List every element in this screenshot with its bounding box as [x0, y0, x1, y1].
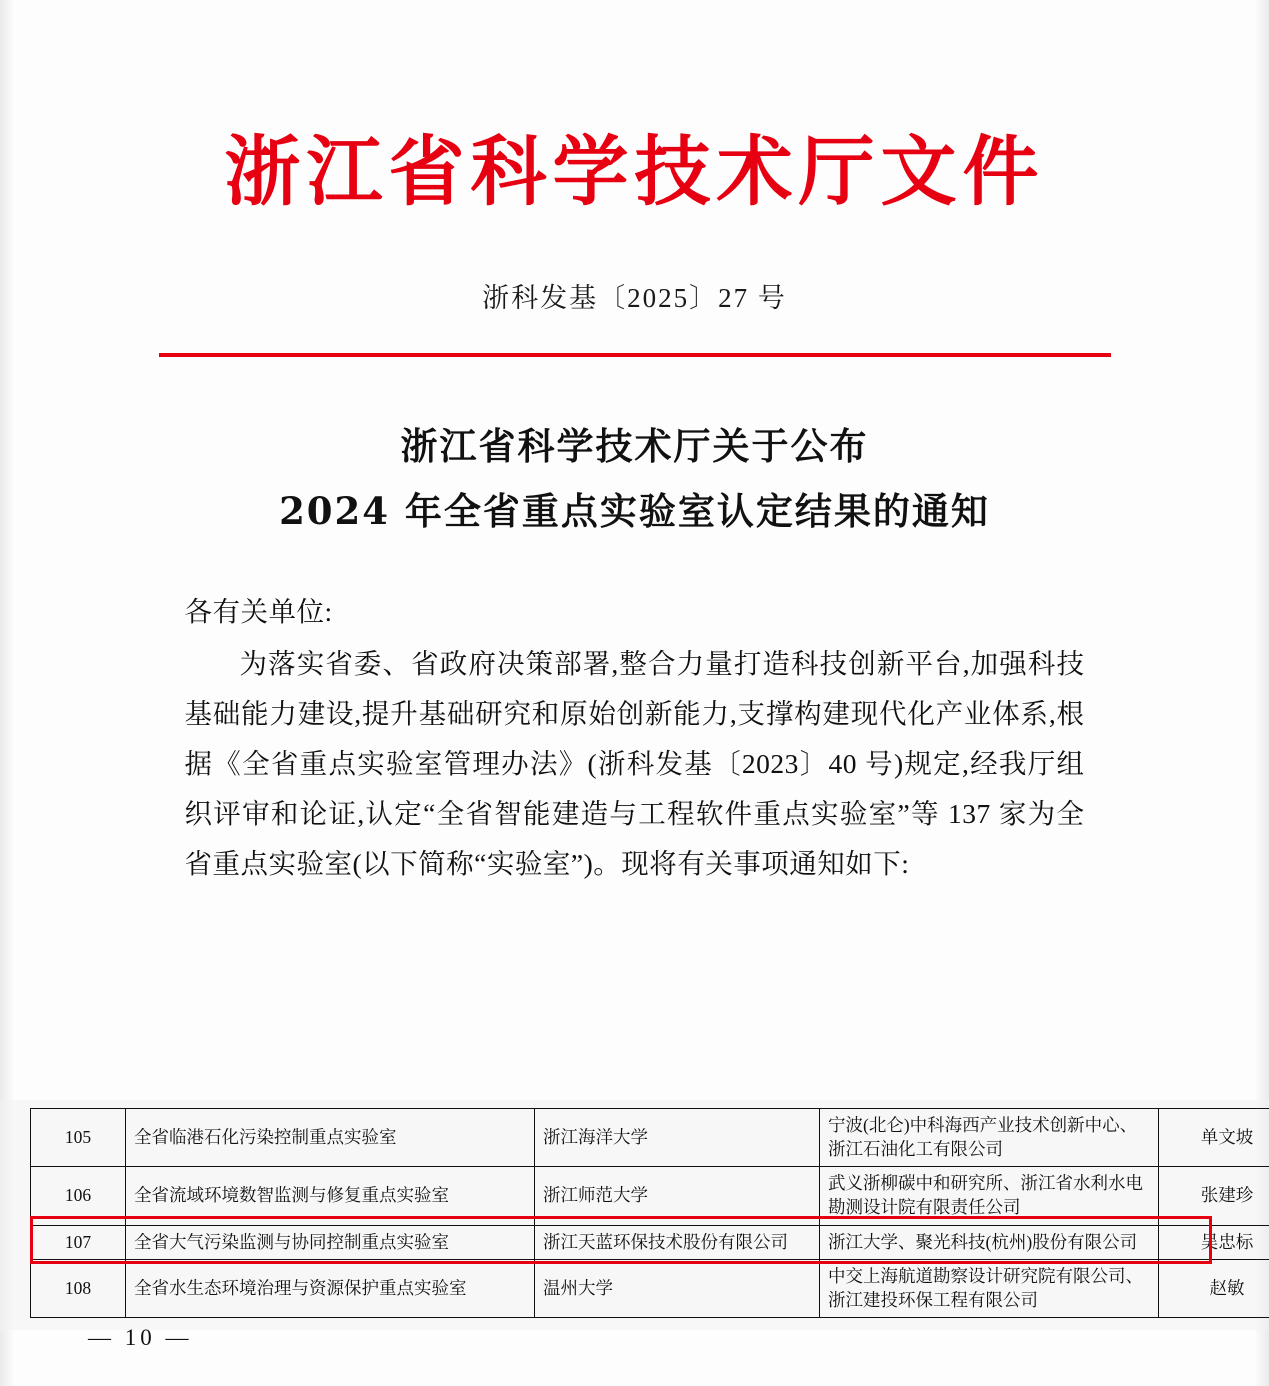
row-partner-org: 中交上海航道勘察设计研究院有限公司、浙江建投环保工程有限公司 [820, 1260, 1159, 1318]
row-lab-name: 全省流域环境数智监测与修复重点实验室 [126, 1167, 535, 1225]
laboratory-table [30, 1108, 1269, 1318]
row-partner-org: 宁波(北仑)中科海西产业技术创新中心、浙江石油化工有限公司 [820, 1109, 1159, 1167]
document-body [185, 587, 1085, 889]
masthead-title: 浙江省科学技术厅文件 [224, 127, 1045, 216]
red-divider-rule [159, 353, 1111, 357]
page-title-line1: 浙江省科学技术厅关于公布 [400, 423, 869, 468]
laboratory-table-container [30, 1108, 1254, 1318]
row-host-org: 浙江天蓝环保技术股份有限公司 [535, 1225, 820, 1260]
page-title-line2: 2024 年全省重点实验室认定结果的通知 [279, 488, 990, 533]
row-lab-name: 全省大气污染监测与协同控制重点实验室 [126, 1225, 535, 1260]
row-host-org: 温州大学 [535, 1260, 820, 1318]
row-partner-org: 武义浙柳碳中和研究所、浙江省水利水电勘测设计院有限责任公司 [820, 1167, 1159, 1225]
row-lab-name: 全省水生态环境治理与资源保护重点实验室 [126, 1260, 535, 1318]
row-leader: 赵敏 [1159, 1260, 1269, 1318]
salutation: 各有关单位: [184, 595, 333, 627]
row-partner-org: 浙江大学、聚光科技(杭州)股份有限公司 [820, 1225, 1159, 1260]
row-host-org: 浙江师范大学 [535, 1167, 820, 1225]
page-footer [0, 1325, 1269, 1351]
page-number: — 10 — [88, 1325, 193, 1350]
row-index: 105 [31, 1109, 126, 1167]
row-host-org: 浙江海洋大学 [535, 1109, 820, 1167]
masthead [0, 0, 1269, 214]
document-number: 浙科发基〔2025〕27 号 [482, 282, 787, 313]
row-lab-name: 全省临港石化污染控制重点实验室 [126, 1109, 535, 1167]
table-row-highlighted [31, 1225, 1269, 1260]
row-index: 107 [31, 1225, 126, 1260]
body-paragraph-1: 为落实省委、省政府决策部署,整合力量打造科技创新平台,加强科技基础能力建设,提升基础研究和原始创新能力,支撑构建现代化产业体系,根据《全省重点实验室管理办法》(浙科发基〔2023〕40 号)规定,经我厅组织评审和论证,认定“全省智能建造与工程软件重点实验室”等 137 家为全省重点实验室(以下简称“实验室”)。现将有关事项通知如下: [184, 648, 1085, 880]
row-index: 106 [31, 1167, 126, 1225]
row-leader: 单文坡 [1159, 1109, 1269, 1167]
row-index: 108 [31, 1260, 126, 1318]
row-leader: 张建珍 [1159, 1167, 1269, 1225]
table-row [31, 1260, 1269, 1318]
table-row [31, 1109, 1269, 1167]
row-leader: 吴忠标 [1159, 1225, 1269, 1260]
page-title [0, 417, 1269, 541]
table-row [31, 1167, 1269, 1225]
